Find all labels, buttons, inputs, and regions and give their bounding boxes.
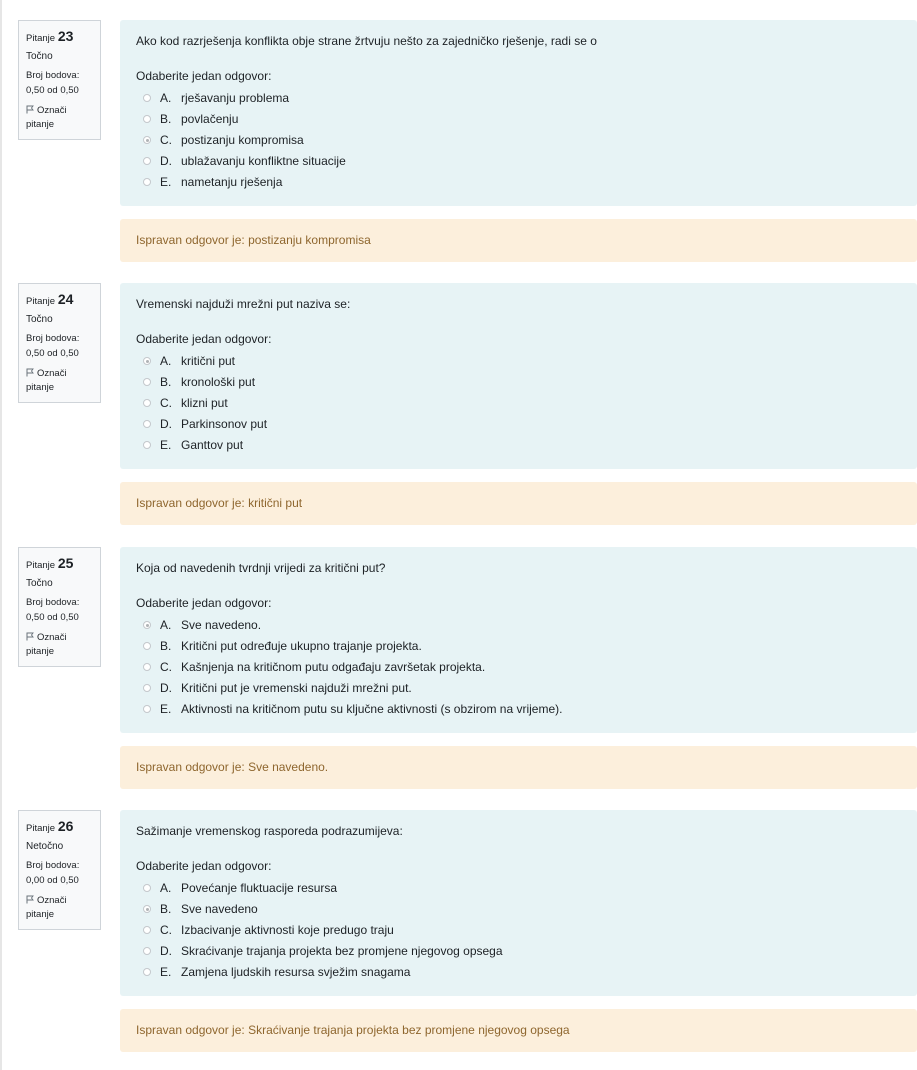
answer-letter: B. [160, 375, 172, 389]
radio-button[interactable] [143, 399, 151, 407]
answer-text: kronološki put [181, 375, 256, 389]
answer-text: povlačenju [181, 112, 239, 126]
answer-option[interactable] [136, 636, 917, 657]
answer-prompt: Odaberite jedan odgovor: [136, 859, 272, 873]
answer-letter: D. [160, 154, 172, 168]
answer-prompt: Odaberite jedan odgovor: [136, 69, 272, 83]
answer-text: Aktivnosti na kritičnom putu su ključne aktivnosti (s obzirom na vrijeme). [181, 702, 563, 716]
answer-option[interactable] [136, 962, 917, 983]
question-info-panel [18, 547, 101, 667]
radio-button[interactable] [143, 157, 151, 165]
question-grade [26, 595, 100, 625]
answer-letter: B. [160, 902, 172, 916]
radio-button[interactable] [143, 947, 151, 955]
question-text: Sažimanje vremenskog rasporeda podrazumijeva: [136, 824, 403, 838]
question-state: Točno [26, 314, 53, 325]
radio-button[interactable] [143, 441, 151, 449]
question-number-value: 24 [57, 291, 74, 307]
radio-button[interactable] [143, 642, 151, 650]
answer-prompt: Odaberite jedan odgovor: [136, 332, 272, 346]
question-info-panel [18, 283, 101, 403]
question-state: Netočno [26, 841, 64, 852]
question-number-label: Pitanje [26, 560, 56, 571]
flag-link-text: Označi [37, 895, 67, 906]
answer-letter: D. [160, 417, 172, 431]
grade-value: 0,50 od 0,50 [26, 348, 79, 359]
answer-option[interactable] [136, 941, 917, 962]
answer-letter: C. [160, 396, 172, 410]
answer-list [136, 351, 917, 456]
question-number [26, 28, 100, 47]
radio-button[interactable] [143, 420, 151, 428]
answer-option[interactable] [136, 88, 917, 109]
answer-letter: A. [160, 618, 172, 632]
answer-text: Povećanje fluktuacije resursa [181, 881, 338, 895]
answer-letter: C. [160, 133, 172, 147]
answer-letter: E. [160, 702, 172, 716]
radio-button[interactable] [143, 884, 151, 892]
question-content [120, 810, 917, 996]
answer-text: Sve navedeno [181, 902, 258, 916]
answer-text: postizanju kompromisa [181, 133, 304, 147]
radio-button[interactable] [143, 663, 151, 671]
answer-option[interactable] [136, 435, 917, 456]
flag-question-link[interactable] [26, 894, 100, 922]
question-number-label: Pitanje [26, 296, 56, 307]
radio-button[interactable] [143, 115, 151, 123]
radio-button[interactable] [143, 705, 151, 713]
answer-option[interactable] [136, 351, 917, 372]
answer-text: Sve navedeno. [181, 618, 262, 632]
question-number [26, 818, 100, 837]
answer-option[interactable] [136, 878, 917, 899]
answer-text: Ganttov put [181, 438, 244, 452]
answer-option[interactable] [136, 130, 917, 151]
answer-text: rješavanju problema [181, 91, 290, 105]
answer-text: Skraćivanje trajanja projekta bez promjene njegovog opsega [181, 944, 503, 958]
radio-button-selected[interactable] [143, 905, 151, 913]
grade-value: 0,00 od 0,50 [26, 875, 79, 886]
answer-option[interactable] [136, 899, 917, 920]
answer-text: kritični put [181, 354, 236, 368]
answer-text: ublažavanju konfliktne situacije [181, 154, 346, 168]
answer-option[interactable] [136, 699, 917, 720]
answer-option[interactable] [136, 393, 917, 414]
answer-text: Kritični put određuje ukupno trajanje projekta. [181, 639, 422, 653]
flag-link-text: Označi [37, 105, 67, 116]
answer-list [136, 615, 917, 720]
answer-letter: B. [160, 639, 172, 653]
flag-question-link[interactable] [26, 631, 100, 659]
flag-link-line [26, 631, 100, 645]
answer-list [136, 878, 917, 983]
radio-button[interactable] [143, 94, 151, 102]
flag-outline-icon [26, 895, 34, 904]
question-info-panel [18, 20, 101, 140]
radio-button[interactable] [143, 684, 151, 692]
answer-text: Zamjena ljudskih resursa svježim snagama [181, 965, 411, 979]
flag-link-text: Označi [37, 368, 67, 379]
answer-letter: E. [160, 438, 172, 452]
answer-option[interactable] [136, 372, 917, 393]
correct-answer-feedback: Ispravan odgovor je: Skraćivanje trajanja projekta bez promjene njegovog opsega [120, 1009, 917, 1052]
answer-letter: C. [160, 660, 172, 674]
question-state: Točno [26, 578, 53, 589]
flag-link-text: Označi [37, 632, 67, 643]
flag-outline-icon [26, 368, 34, 377]
flag-link-text-2: pitanje [26, 382, 54, 393]
flag-link-line [26, 367, 100, 381]
correct-answer-feedback: Ispravan odgovor je: kritični put [120, 482, 917, 525]
question-number-label: Pitanje [26, 33, 56, 44]
radio-button[interactable] [143, 926, 151, 934]
question-state: Točno [26, 51, 53, 62]
question-content [120, 283, 917, 469]
grade-label: Broj bodova: [26, 860, 80, 871]
answer-option[interactable] [136, 657, 917, 678]
grade-label: Broj bodova: [26, 597, 80, 608]
correct-answer-feedback: Ispravan odgovor je: postizanju kompromisa [120, 219, 917, 262]
answer-option[interactable] [136, 414, 917, 435]
question-text: Koja od navedenih tvrdnji vrijedi za kritični put? [136, 561, 386, 575]
question-text: Ako kod razrješenja konflikta obje strane žrtvuju nešto za zajedničko rješenje, radi se o [136, 34, 597, 48]
answer-option[interactable] [136, 920, 917, 941]
question-number [26, 291, 100, 310]
radio-button-selected[interactable] [143, 621, 151, 629]
answer-option[interactable] [136, 109, 917, 130]
question-grade [26, 858, 100, 888]
grade-label: Broj bodova: [26, 70, 80, 81]
answer-letter: A. [160, 881, 172, 895]
grade-value: 0,50 od 0,50 [26, 85, 79, 96]
question-number-value: 23 [57, 28, 74, 44]
answer-option[interactable] [136, 151, 917, 172]
question-text: Vremenski najduži mrežni put naziva se: [136, 297, 351, 311]
correct-answer-feedback: Ispravan odgovor je: Sve navedeno. [120, 746, 917, 789]
question-content [120, 20, 917, 206]
answer-letter: D. [160, 944, 172, 958]
flag-outline-icon [26, 105, 34, 114]
grade-label: Broj bodova: [26, 333, 80, 344]
flag-link-text-2: pitanje [26, 646, 54, 657]
flag-question-link[interactable] [26, 104, 100, 132]
radio-button-selected[interactable] [143, 357, 151, 365]
question-number-value: 25 [57, 555, 74, 571]
flag-link-line [26, 104, 100, 118]
grade-value: 0,50 od 0,50 [26, 612, 79, 623]
answer-text: Kašnjenja na kritičnom putu odgađaju završetak projekta. [181, 660, 486, 674]
answer-list [136, 88, 917, 193]
question-grade [26, 331, 100, 361]
answer-letter: A. [160, 91, 172, 105]
question-info-panel [18, 810, 101, 930]
question-grade [26, 68, 100, 98]
radio-button[interactable] [143, 378, 151, 386]
answer-letter: D. [160, 681, 172, 695]
radio-button[interactable] [143, 968, 151, 976]
page-left-border [0, 0, 2, 1070]
question-number-value: 26 [57, 818, 74, 834]
radio-button[interactable] [143, 178, 151, 186]
answer-letter: E. [160, 175, 172, 189]
flag-outline-icon [26, 632, 34, 641]
answer-text: Parkinsonov put [181, 417, 268, 431]
answer-text: Kritični put je vremenski najduži mrežni put. [181, 681, 412, 695]
answer-letter: A. [160, 354, 172, 368]
answer-text: klizni put [181, 396, 228, 410]
answer-text: Izbacivanje aktivnosti koje predugo traju [181, 923, 394, 937]
question-number [26, 555, 100, 574]
answer-option[interactable] [136, 615, 917, 636]
flag-link-text-2: pitanje [26, 119, 54, 130]
radio-button-selected[interactable] [143, 136, 151, 144]
answer-letter: E. [160, 965, 172, 979]
answer-option[interactable] [136, 678, 917, 699]
question-content [120, 547, 917, 733]
flag-question-link[interactable] [26, 367, 100, 395]
answer-letter: C. [160, 923, 172, 937]
answer-prompt: Odaberite jedan odgovor: [136, 596, 272, 610]
answer-text: nametanju rješenja [181, 175, 283, 189]
question-number-label: Pitanje [26, 823, 56, 834]
flag-link-line [26, 894, 100, 908]
answer-option[interactable] [136, 172, 917, 193]
flag-link-text-2: pitanje [26, 909, 54, 920]
answer-letter: B. [160, 112, 172, 126]
